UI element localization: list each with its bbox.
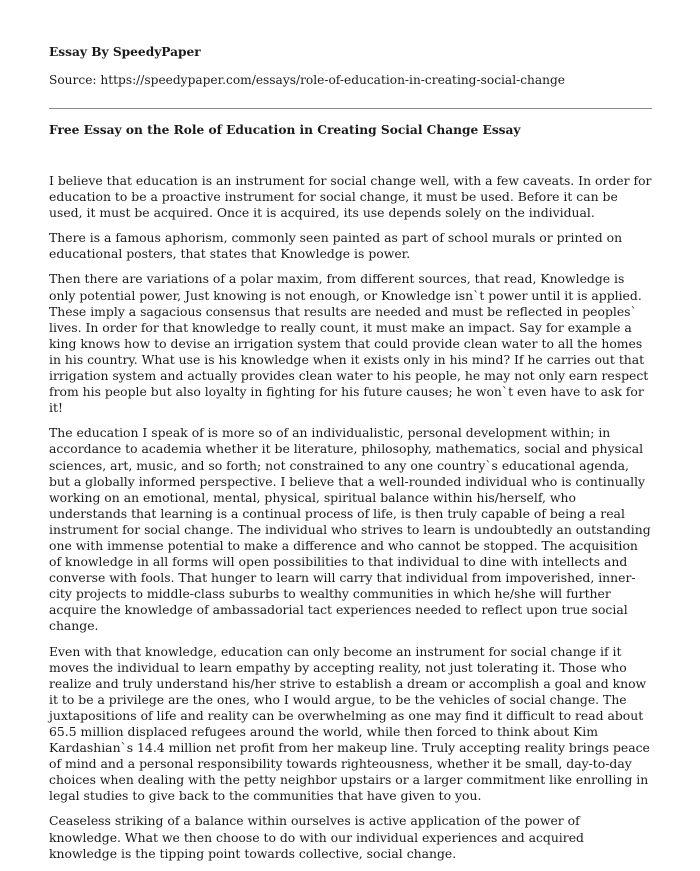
essay-paragraph: Ceaseless striking of a balance within ourselves is active application of the power of knowledge. What we then choose to do with our individual experiences and acquired knowledge is the tipping point towards collective, social change. — [49, 813, 584, 861]
publisher-heading: Essay By SpeedyPaper — [49, 45, 201, 59]
essay-paragraph: Then there are variations of a polar maxim, from different sources, that read, Knowledge is only potential power, Just knowing is not enough, or Knowledge isn`t power until it is applied. These imply a sagacious consensus that results are needed and must be reflected in peoples` lives. In order for that knowledge to really count, it must make an impact. Say for example a king knows how to devise an irrigation system that could provide clean water to all the homes in his country. What use is his knowledge when it exists only in his mind? If he carries out that irrigation system and actually provides clean water to his people, he may not only earn respect from his people but also loyalty in fighting for his future causes; he won`t even have to ask for it! — [49, 271, 649, 416]
header-divider — [49, 108, 652, 109]
essay-paragraph: Even with that knowledge, education can only become an instrument for social change if it moves the individual to learn empathy by accepting reality, not just tolerating it. Those who realize and truly understand his/her strive to establish a dream or accomplish a goal and know it to be a privilege are the ones, who I would argue, to be the vehicles of social change. The juxtapositions of life and reality can be overwhelming as one may find it difficult to read about 65.5 million displaced refugees around the world, while then forced to think about Kim Kardashian`s 14.4 million net profit from her makeup line. Truly accepting reality brings peace of mind and a personal responsibility towards righteousness, whether it be small, day-to-day choices when dealing with the petty neighbor upstairs or a larger commitment like enrolling in legal studies to give back to the communities that have given to you. — [49, 643, 650, 804]
source-line: Source: https://speedypaper.com/essays/role-of-education-in-creating-social-change — [49, 73, 566, 87]
essay-paragraph: I believe that education is an instrument for social change well, with a few caveats. In order for education to be a proactive instrument for social change, it must be used. Before it can be used, it must be acquired. Once it is acquired, its use depends solely on the individual. — [49, 173, 652, 221]
essay-paragraph: There is a famous aphorism, commonly seen painted as part of school murals or printed on educational posters, that states that Knowledge is power. — [49, 230, 623, 262]
essay-title: Free Essay on the Role of Education in Creating Social Change Essay — [49, 123, 521, 137]
essay-body — [49, 173, 652, 871]
essay-paragraph: The education I speak of is more so of an individualistic, personal development within; in accordance to academia whether it be literature, philosophy, mathematics, social and physical sciences, art, music, and so forth; not constrained to any one country`s educational agenda, but a globally informed perspective. I believe that a well-rounded individual who is continually working on an emotional, mental, physical, spiritual balance within his/herself, who understands that learning is a continual process of life, is then truly capable of being a real instrument for social change. The individual who strives to learn is undoubtedly an outstanding one with immense potential to make a difference and who cannot be stopped. The acquisition of knowledge in all forms will open possibilities to that individual to dine with intellects and converse with fools. That hunger to learn will carry that individual from impoverished, inner-city projects to middle-class suburbs to wealthy communities in which he/she will further acquire the knowledge of ambassadorial tact experiences needed to reflect upon true social change. — [49, 425, 651, 634]
